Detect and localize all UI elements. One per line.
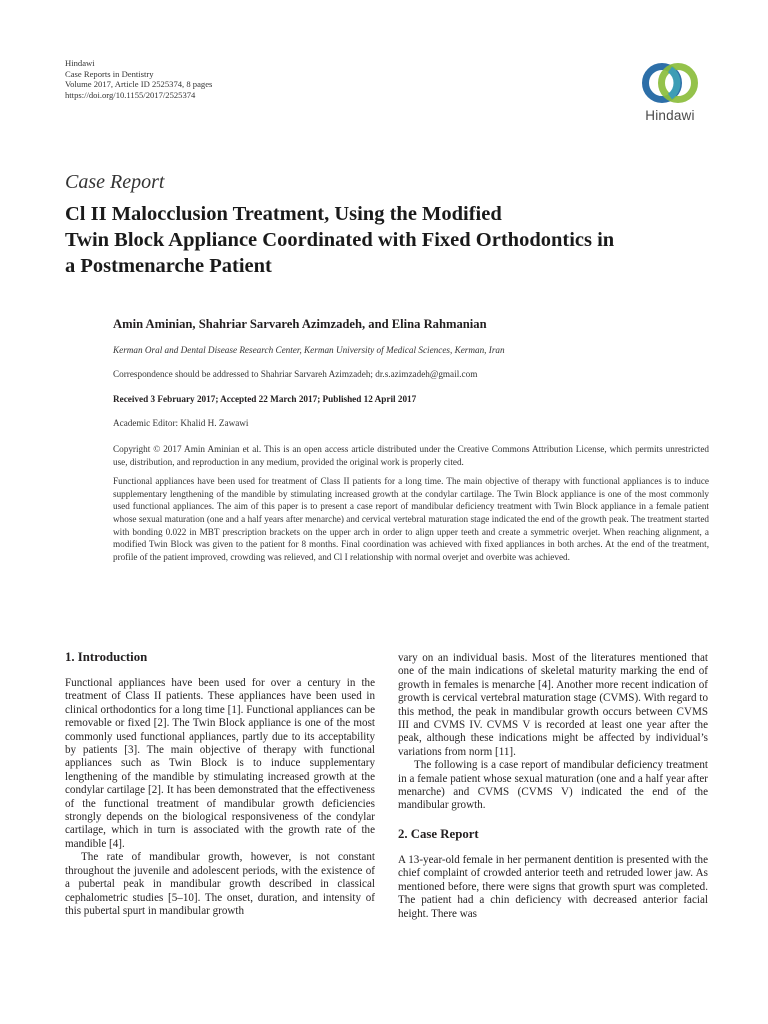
paragraph: The rate of mandibular growth, however, is not constant throughout the juvenile and adolescent periods, with the existence of a pubertal peak in mandibular growth described in classical cephalometric studies [5–10]. The onset, duration, and intensity of this pubertal spurt in mandibular growth [65, 851, 375, 917]
journal-meta [65, 58, 212, 100]
journal-name: Case Reports in Dentistry [65, 68, 154, 79]
author-list: Amin Aminian, Shahriar Sarvareh Azimzadeh, and Elina Rahmanian [113, 317, 487, 331]
article-type: Case Report [65, 171, 165, 193]
title-line: Cl II Malocclusion Treatment, Using the Modified [65, 203, 502, 225]
left-column [65, 648, 375, 918]
paragraph: Functional appliances have been used for over a century in the treatment of Class II patients. These appliances have been used in clinical orthodontics for a long time [1]. Functional appliances can be removable or fixed [2]. The Twin Block appliance is one of the most commonly used functional appliances, partly due to its acceptability by patients [3]. The main objective of therapy with functional appliances such as Twin Block is to induce supplementary lengthening of the mandible by stimulating increased growth at the condylar cartilage [2]. It has been demonstrated that the effectiveness of the functional treatment of mandibular growth deficiencies strongly depends on the biological responsiveness of the condylar cartilage, which in turn is associated with the growth rate of the mandible [4]. [65, 677, 375, 850]
paragraph: vary on an individual basis. Most of the literatures mentioned that one of the main indications of skeletal maturity marking the end of growth in females is menarche [4]. Another more recent indication of growth is cervical vertebral maturation stage (CVMS). With regard to this method, the peak in mandibular growth occurs between CVMS III and CVMS IV. CVMS V is recorded at least one year after the peak, although these indications might be affected by individual’s variations from norm [11]. [398, 652, 708, 758]
abstract: Functional appliances have been used for treatment of Class II patients for a long time. The main objective of therapy with functional appliances is to induce supplementary lengthening of the mandible by stimulating increased growth at the condylar cartilage. The Twin Block appliance is one of the most commonly used functional appliances. The aim of this paper is to present a case report of mandibular deficiency treatment with Twin Block appliance in a female patient whose sexual maturation (one and a half years after menarche) and cervical vertebral maturation stage indicated the end of the growth peak. The treatment started with bonding 0.022 in MBT prescription brackets on the upper arch in order to align upper teeth and create a symmetric overjet. When reaching alignment, a modified Twin Block was given to the patient for 8 months. Final coordination was achieved with fixed appliances in both arches. At the end of the treatment, profile of the patient improved, crowding was relieved, and Cl I relationship with normal overjet and overbite was achieved. [113, 476, 709, 562]
academic-editor: Academic Editor: Khalid H. Zawawi [113, 418, 249, 428]
logo-overlap [670, 70, 677, 97]
correspondence: Correspondence should be addressed to Shahriar Sarvareh Azimzadeh; dr.s.azimzadeh@gmail.com [113, 369, 478, 379]
article-title [65, 201, 715, 279]
right-column [398, 652, 708, 921]
doi-link[interactable]: https://doi.org/10.1155/2017/2525374 [65, 89, 196, 100]
section-heading-introduction: 1. Introduction [65, 650, 148, 664]
affiliation: Kerman Oral and Dental Disease Research Center, Kerman University of Medical Sciences, Kerman, Iran [113, 345, 505, 355]
copyright-notice: Copyright © 2017 Amin Aminian et al. This is an open access article distributed under the Creative Commons Attribution License, which permits unrestricted use, distribution, and reproduction in any medium, provided the original work is properly cited. [113, 444, 709, 468]
title-line: a Postmenarche Patient [65, 255, 272, 277]
publisher-name: Hindawi [65, 58, 95, 68]
title-line: Twin Block Appliance Coordinated with Fixed Orthodontics in [65, 229, 615, 251]
section-heading-case-report: 2. Case Report [398, 826, 479, 841]
volume-line: Volume 2017, Article ID 2525374, 8 pages [65, 79, 213, 90]
hindawi-logo-icon [638, 60, 702, 106]
paragraph: The following is a case report of mandibular deficiency treatment in a female patient whose sexual maturation (one and a half year after menarche) and CVMS (CVMS V) indicated the end of the mandibular growth. [398, 759, 708, 812]
logo-wordmark: Hindawi [645, 108, 695, 123]
publisher-logo [630, 60, 710, 123]
publication-dates: Received 3 February 2017; Accepted 22 March 2017; Published 12 April 2017 [113, 394, 417, 404]
paragraph: A 13-year-old female in her permanent dentition is presented with the chief complaint of crowded anterior teeth and retruded lower jaw. As mentioned before, there were signs that growth spurt was completed. The patient had a chin deficiency with decreased anterior facial height. There was [398, 853, 708, 920]
